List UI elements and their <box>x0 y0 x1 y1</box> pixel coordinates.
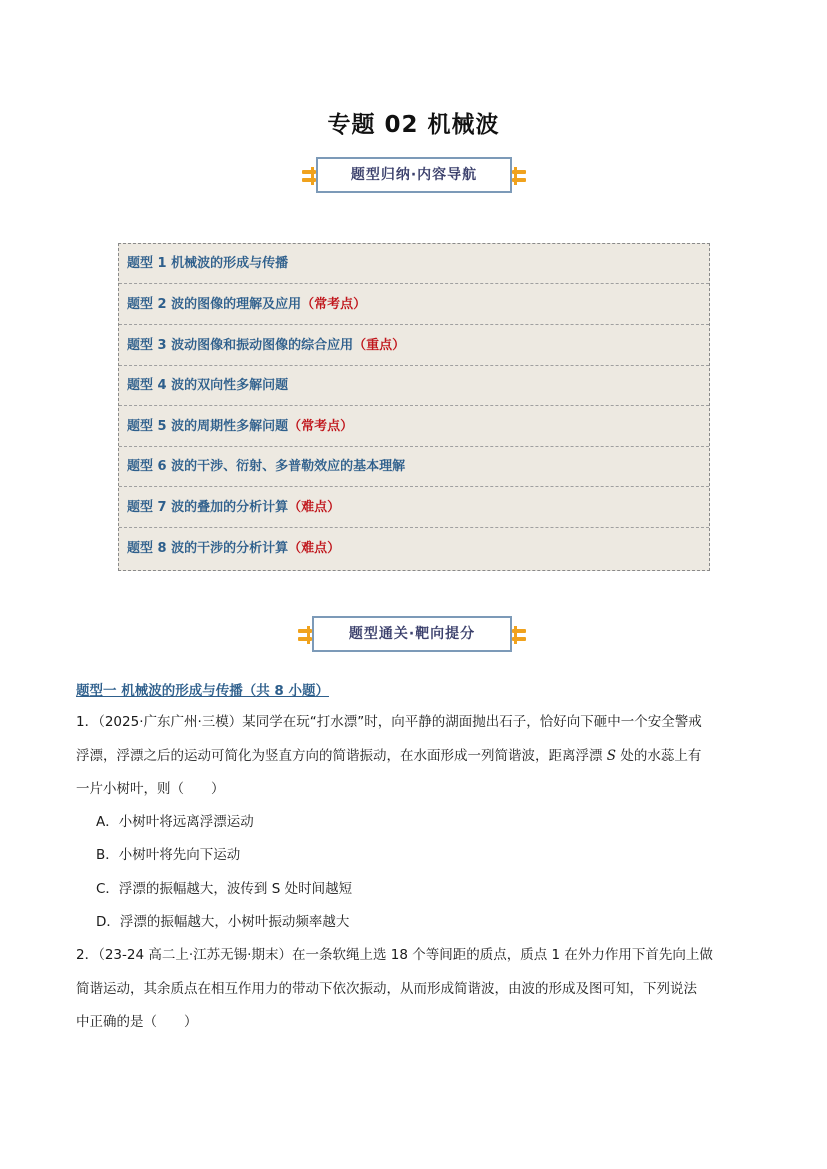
nav-item-tag: （重点） <box>353 338 406 353</box>
nav-item-tag: （难点） <box>288 500 341 515</box>
nav-item-tag: （常考点） <box>301 297 367 312</box>
nav-item-6[interactable] <box>119 447 709 487</box>
banner-deco-icon <box>302 167 316 185</box>
document-title: 专题 02 机械波 <box>327 112 500 138</box>
banner-deco-icon <box>512 167 526 185</box>
question-1-text: 处的水蕊上有 <box>616 748 702 764</box>
nav-item-label: 题型 8 波的干涉的分析计算 <box>127 541 289 556</box>
question-1-option-c[interactable]: C．浮漂的振幅越大，波传到 S 处时间越短 <box>96 881 353 897</box>
nav-item-label: 题型 7 波的叠加的分析计算 <box>127 500 289 515</box>
question-1-line-2 <box>76 746 756 766</box>
question-1-line-1: 1．（2025·广东广州·三模）某同学在玩“打水漂”时，向平静的湖面抛出石子，恰好向下砸中一个安全警戒 <box>76 714 702 730</box>
question-1-line-3: 一片小树叶，则（ ） <box>76 781 225 797</box>
nav-item-label: 题型 6 波的干涉、衍射、多普勒效应的基本理解 <box>127 459 406 474</box>
nav-item-label: 题型 2 波的图像的理解及应用 <box>127 297 302 312</box>
nav-item-5[interactable] <box>119 407 709 447</box>
nav-item-tag: （常考点） <box>288 419 354 434</box>
nav-item-label: 题型 1 机械波的形成与传播 <box>127 256 289 271</box>
nav-item-label: 题型 3 波动图像和振动图像的综合应用 <box>127 338 354 353</box>
banner-deco-icon <box>298 626 312 644</box>
nav-item-label: 题型 5 波的周期性多解问题 <box>127 419 289 434</box>
question-2-line-3: 中正确的是（ ） <box>76 1014 198 1030</box>
nav-item-3[interactable] <box>119 326 709 366</box>
nav-banner-label: 题型归纳·内容导航 <box>316 157 512 193</box>
nav-item-7[interactable] <box>119 488 709 528</box>
banner-deco-icon <box>512 626 526 644</box>
question-1-option-a[interactable]: A．小树叶将远离浮漂运动 <box>96 814 254 830</box>
question-2-line-2: 简谐运动，其余质点在相互作用力的带动下依次振动，从而形成简谐波，由波的形成及图可知，下列说法 <box>76 981 697 997</box>
question-1-symbol: S <box>606 748 617 764</box>
practice-banner <box>298 616 526 656</box>
nav-item-2[interactable] <box>119 285 709 325</box>
section-heading: 题型一 机械波的形成与传播（共 8 小题） <box>76 683 329 699</box>
question-1-option-b[interactable]: B．小树叶将先向下运动 <box>96 847 241 863</box>
nav-item-8[interactable] <box>119 529 709 569</box>
nav-item-1[interactable] <box>119 244 709 284</box>
content-navigation <box>118 243 710 571</box>
nav-item-tag: （难点） <box>288 541 341 556</box>
question-1-text: 浮漂，浮漂之后的运动可简化为竖直方向的简谐振动，在水面形成一列简谐波，距离浮漂 <box>76 748 607 764</box>
question-1-option-d[interactable]: D．浮漂的振幅越大，小树叶振动频率越大 <box>96 914 350 930</box>
nav-banner <box>302 157 526 197</box>
nav-item-label: 题型 4 波的双向性多解问题 <box>127 378 289 393</box>
practice-banner-label: 题型通关·靶向提分 <box>312 616 512 652</box>
question-2-line-1: 2．（23-24 高二上·江苏无锡·期末）在一条软绳上选 18 个等间距的质点，质点 1 在外力作用下首先向上做 <box>76 947 713 963</box>
nav-item-4[interactable] <box>119 366 709 406</box>
